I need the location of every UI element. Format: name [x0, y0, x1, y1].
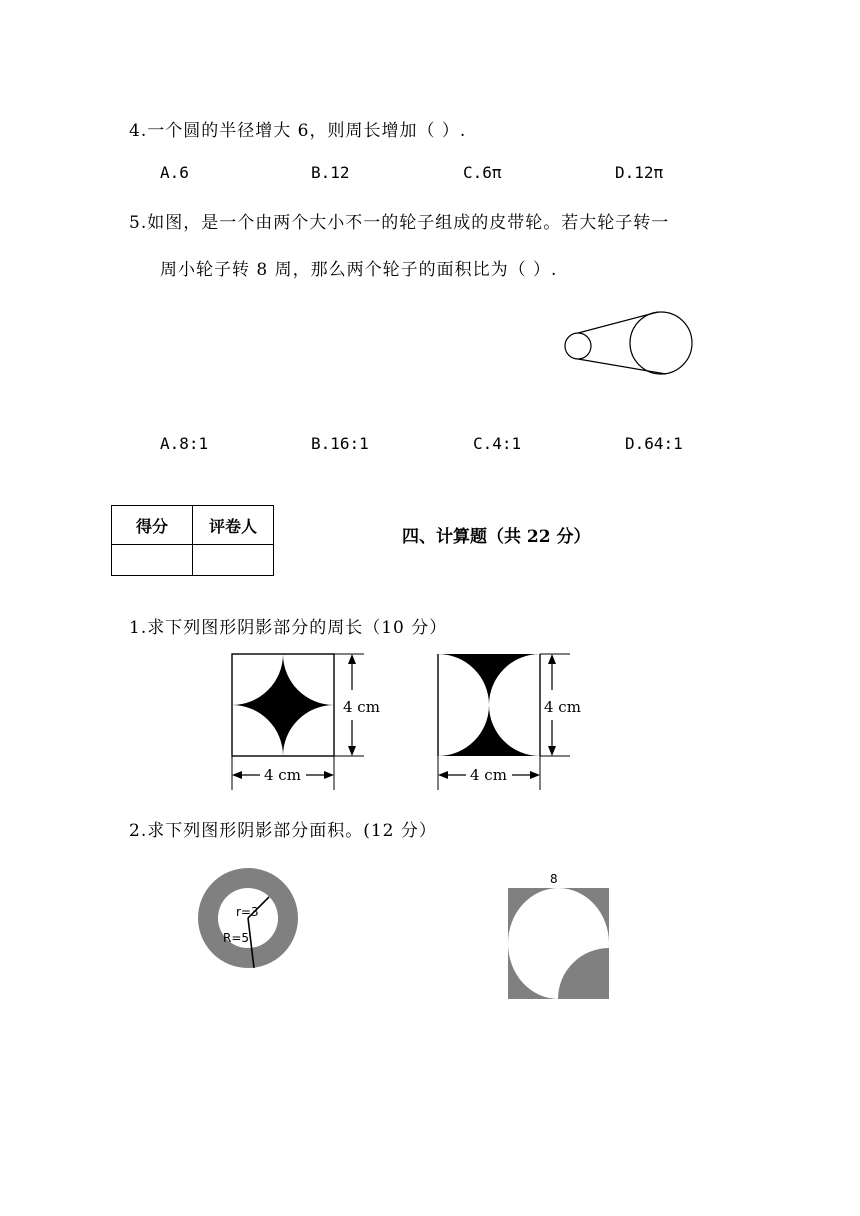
- q4-option-c[interactable]: C.6π: [463, 163, 502, 182]
- grader-header: 评卷人: [193, 506, 274, 545]
- hourglass-shape-figure: [434, 650, 594, 795]
- q5-option-b[interactable]: B.16:1: [311, 434, 369, 453]
- belt-top: [578, 312, 658, 333]
- calc-question-2-text: 2.求下列图形阴影部分面积。(12 分）: [129, 821, 437, 841]
- shaded-star: [232, 654, 334, 756]
- outer-radius-label: R=5: [223, 931, 250, 945]
- grader-cell[interactable]: [193, 545, 274, 576]
- score-table: [111, 505, 274, 576]
- fig1-height-label: 4 cm: [343, 698, 380, 716]
- question-5-line-2: 周小轮子转 8 周，那么两个轮子的面积比为（ ）.: [160, 260, 558, 280]
- small-wheel: [565, 333, 591, 359]
- square-side-label: 8: [550, 872, 558, 886]
- q5-option-d[interactable]: D.64:1: [625, 434, 683, 453]
- belt-pulley-figure: [558, 306, 700, 386]
- belt-bottom: [578, 359, 666, 374]
- inner-radius-label: r=3: [236, 905, 259, 919]
- calc-question-1-text: 1.求下列图形阴影部分的周长（10 分）: [129, 618, 448, 638]
- q5-option-c[interactable]: C.4:1: [473, 434, 522, 453]
- shaded-hourglass: [438, 654, 540, 756]
- q5-option-a[interactable]: A.8:1: [160, 434, 209, 453]
- q4-option-d[interactable]: D.12π: [615, 163, 664, 182]
- large-wheel: [630, 312, 692, 374]
- section-title: 四、计算题（共 22 分）: [402, 527, 591, 547]
- ring-figure: [192, 862, 304, 974]
- fig2-height-label: 4 cm: [544, 698, 581, 716]
- score-header: 得分: [112, 506, 193, 545]
- star-shape-figure: [228, 650, 388, 795]
- square-circle-figure: [500, 868, 616, 1002]
- question-4-text: 4.一个圆的半径增大 6，则周长增加（ ）.: [129, 121, 467, 141]
- q4-option-b[interactable]: B.12: [311, 163, 350, 182]
- fig1-width-label: 4 cm: [264, 766, 301, 784]
- question-5-line-1: 5.如图，是一个由两个大小不一的轮子组成的皮带轮。若大轮子转一: [129, 213, 670, 233]
- score-cell[interactable]: [112, 545, 193, 576]
- q4-option-a[interactable]: A.6: [160, 163, 189, 182]
- fig2-width-label: 4 cm: [470, 766, 507, 784]
